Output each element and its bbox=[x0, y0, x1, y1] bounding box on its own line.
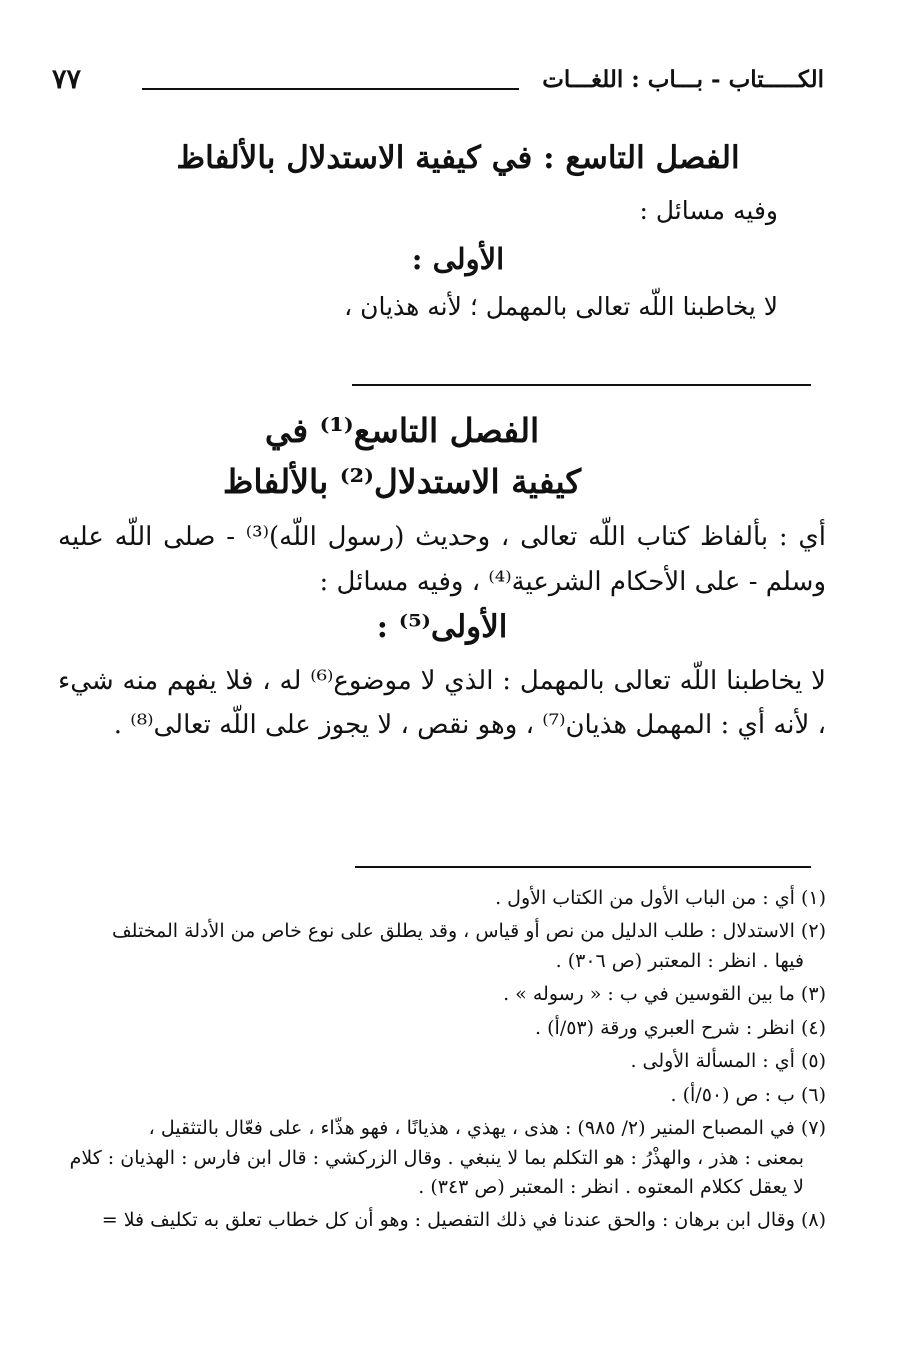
matn-first-heading: الأولى : bbox=[411, 241, 505, 276]
footnote-divider bbox=[355, 866, 811, 868]
footnote-text: (٨) وقال ابن برهان : والحق عندنا في ذلك التفصيل : وهو أن كل خطاب تعلق به تكليف فلا = bbox=[101, 1209, 826, 1232]
footnote-7 bbox=[55, 1114, 826, 1202]
matn-divider bbox=[352, 384, 811, 386]
footnote-continuation: بمعنى : هذر ، والهذْرُ : هو التكلم بما لا ينبغي . وقال الزركشي : قال ابن فارس : الهذيان : كلام لا يعقل ككلام المعتوه . انظر : المعتبر (ص ٣٤٣) . bbox=[69, 1146, 804, 1198]
running-title: الكـــــتاب - بـــاب : اللغـــات bbox=[542, 66, 824, 93]
sharh-title-line2: كيفية الاستدلال⁽²⁾ بالألفاظ bbox=[222, 462, 582, 502]
footnote-text: (٦) ب : ص (٥٠/أ) . bbox=[670, 1083, 826, 1106]
sharh-first-heading: الأولى⁽⁵⁾ : bbox=[376, 608, 508, 645]
sharh-chapter-title bbox=[58, 405, 826, 507]
footnote-text: (٤) انظر : شرح العبري ورقة (٥٣/أ) . bbox=[535, 1016, 826, 1039]
footnote-text: (٢) الاستدلال : طلب الدليل من نص أو قياس ، وقد يطلق على نوع خاص من الأدلة المختلف bbox=[112, 920, 826, 943]
footnote-text: (٥) أي : المسألة الأولى . bbox=[630, 1050, 826, 1073]
sharh-title-line1: الفصل التاسع⁽¹⁾ في bbox=[264, 411, 540, 450]
matn-chapter-title: الفصل التاسع : في كيفية الاستدلال بالألفاظ bbox=[176, 140, 740, 176]
sharh-block bbox=[58, 405, 826, 748]
footnote-6 bbox=[55, 1081, 826, 1110]
footnote-2 bbox=[55, 917, 826, 976]
matn-text: لا يخاطبنا اللّه تعالى بالمهمل ؛ لأنه هذيان ، bbox=[344, 291, 778, 321]
matn-intro: وفيه مسائل : bbox=[639, 196, 778, 225]
sharh-paragraph-2: لا يخاطبنا اللّه تعالى بالمهمل : الذي لا موضوع⁽⁶⁾ له ، فلا يفهم منه شيء ، لأنه أي : المهمل هذيان⁽⁷⁾ ، وهو نقص ، لا يجوز على اللّه تعالى⁽⁸⁾ . bbox=[58, 665, 826, 741]
sharh-paragraph-1: أي : بألفاظ كتاب اللّه تعالى ، وحديث (رسول اللّه)⁽³⁾ - صلى اللّه عليه وسلم - على الأحكام الشرعية⁽⁴⁾ ، وفيه مسائل : bbox=[58, 522, 826, 597]
matn-block bbox=[138, 140, 778, 325]
footnote-4 bbox=[55, 1014, 826, 1043]
footnote-5 bbox=[55, 1047, 826, 1076]
footnote-1 bbox=[55, 884, 826, 913]
footnotes bbox=[55, 884, 826, 1240]
footnote-text: (٧) في المصباح المنير (٢/ ٩٨٥) : هذى ، يهذي ، هذيانًا ، فهو هذّاء ، على فعّال بالتثقيل ، bbox=[148, 1117, 826, 1140]
header-rule bbox=[142, 88, 519, 90]
running-header bbox=[52, 62, 824, 102]
page-number: ٧٧ bbox=[52, 64, 82, 95]
footnote-continuation: فيها . انظر : المعتبر (ص ٣٠٦) . bbox=[555, 949, 804, 972]
footnote-8 bbox=[55, 1206, 826, 1235]
footnote-3 bbox=[55, 980, 826, 1009]
footnote-text: (١) أي : من الباب الأول من الكتاب الأول . bbox=[495, 887, 826, 909]
footnote-text: (٣) ما بين القوسين في ب : « رسوله » . bbox=[503, 983, 826, 1006]
